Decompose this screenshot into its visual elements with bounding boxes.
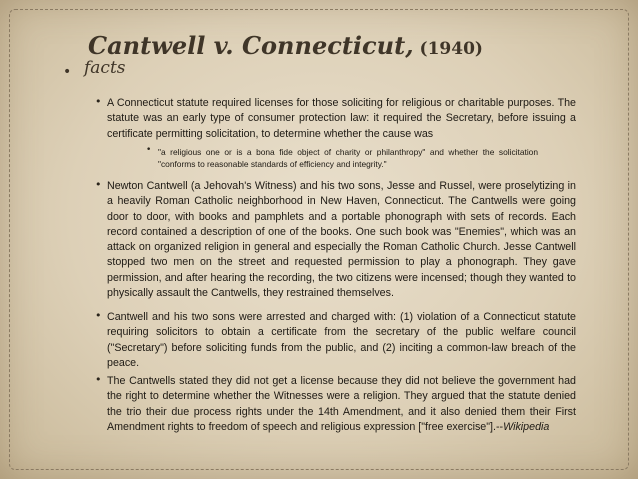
facts-heading: facts [84, 58, 126, 78]
bullet-arrest: Cantwell and his two sons were arrested and charged with: (1) violation of a Connecticut statute requiring solicitors to obtain a certificate from the secretary of the public welfare council ("Secretary") before soliciting funds from the public, and (2) inciting a common-law breach of the peace. [107, 311, 576, 369]
bullet-argument [107, 374, 576, 435]
bullet-icon: • [95, 373, 102, 386]
bullet-icon: • [95, 178, 102, 191]
sub-bullet-cause: "a religious one or is a bona fide object of charity or philanthropy" and whether the solicitation "conforms to reasonable standards of efficiency and integrity." [158, 147, 538, 169]
slide-title [88, 24, 483, 62]
case-year: (1940) [419, 39, 483, 59]
bullet-icon: • [146, 145, 152, 155]
bullet-icon: • [95, 309, 102, 322]
bullet-icon: • [95, 95, 102, 108]
source-citation: Wikipedia [503, 420, 550, 433]
bullet-cantwells: Newton Cantwell (a Jehovah's Witness) and his two sons, Jesse and Russel, were proselytizing in a heavily Roman Catholic neighborhood in New Haven, Connecticut. The Cantwells were going door to door, with books and pamphlets and a portable phonograph with sets of records. Each record contained a description of one of the books. One such book was "Enemies", which was an attack on organized religion in general and especially the Roman Catholic Church. Jesse Cantwell stopped two men on the street and requested permission to play a phonograph. They gave permission, and after hearing the recording, the two citizens were incensed; though they wanted to physically assault the Cantwells, they restrained themselves. [107, 180, 576, 300]
argument-text: The Cantwells stated they did not get a license because they did not believe the government had the right to determine whether the Witnesses were a religion. They argued that the statute denied the trio their due process rights under the 14th Amendment, and it also denied them their First Amendment rights to freedom of speech and religious expression ["free exercise"].-- [107, 375, 576, 433]
case-name: Cantwell v. Connecticut, [88, 31, 414, 60]
bullet-icon: • [63, 64, 72, 80]
bullet-statute: A Connecticut statute required licenses for those soliciting for religious or charitable purposes. The statute was an early type of consumer protection law: it required the Secretary, before issuing a certificate permitting solicitation, to determine whether the cause was [107, 97, 576, 140]
